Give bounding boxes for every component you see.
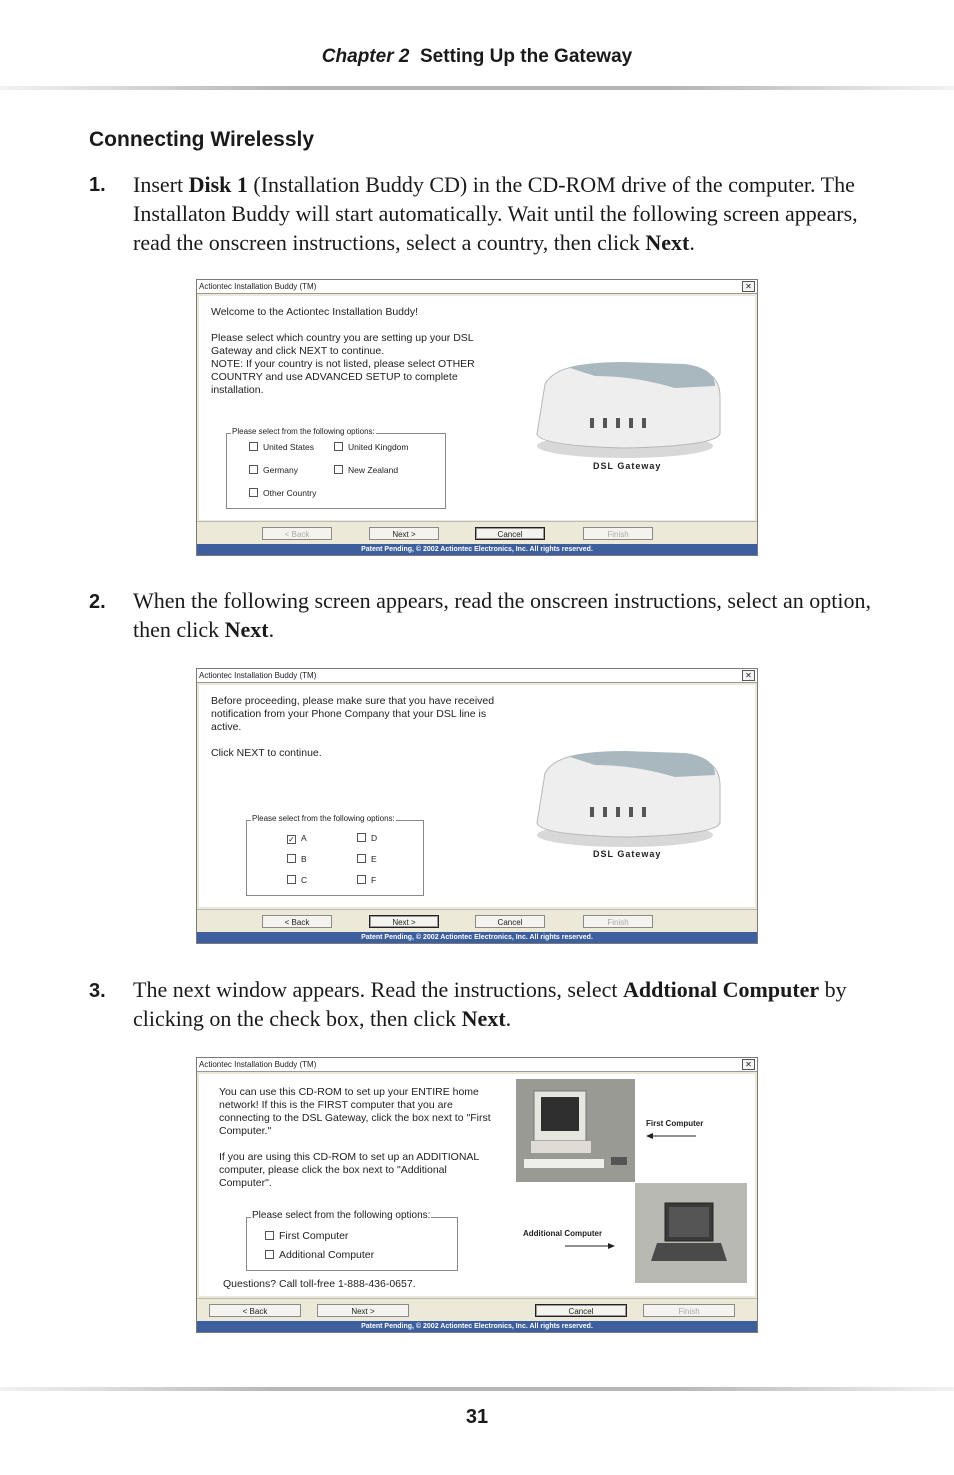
chapter-title: Setting Up the Gateway <box>420 46 633 67</box>
option-b[interactable]: B <box>287 854 307 864</box>
section-title: Connecting Wirelessly <box>89 128 315 151</box>
left-arrow-icon <box>646 1132 696 1140</box>
close-icon[interactable]: ✕ <box>742 1059 755 1070</box>
laptop-computer-image <box>635 1183 747 1283</box>
window-titlebar <box>197 669 757 683</box>
window-title: Actiontec Installation Buddy (TM) <box>199 671 317 680</box>
next-button[interactable]: Next > <box>317 1304 409 1317</box>
step-1-text: Insert Disk 1 (Installation Buddy CD) in the CD-ROM drive of the computer. The Installaton Buddy will start automatically. Wait until the following screen appears, read the onscreen instructions, select a country, then click Next. <box>133 172 858 255</box>
group-label: Please select from the following options: <box>252 1210 431 1221</box>
option-d[interactable]: D <box>357 833 377 843</box>
window-titlebar <box>197 1058 757 1072</box>
next-button[interactable]: Next > <box>369 527 439 540</box>
gateway-image-panel <box>515 296 755 520</box>
instructions-text: You can use this CD-ROM to set up your ENTIRE home network! If this is the FIRST computer that you are connecting to the DSL Gateway, click the box next to "First Computer." If you are using this CD-ROM to set up an ADDITIONAL computer, please click the box next to "Additional Computer". <box>219 1086 491 1189</box>
installation-window-dsl-check <box>196 668 758 944</box>
option-new-zealand[interactable]: New Zealand <box>334 465 398 475</box>
instructions-text: Before proceeding, please make sure that you have received notification from your Phone Company that your DSL line is active. Click NEXT to continue. <box>211 695 495 759</box>
button-bar <box>197 521 757 544</box>
checkbox[interactable] <box>249 488 258 497</box>
support-phone-text: Questions? Call toll-free 1-888-436-0657. <box>223 1278 416 1290</box>
cancel-button[interactable]: Cancel <box>475 915 545 928</box>
options-group <box>246 814 424 896</box>
finish-button[interactable]: Finish <box>643 1304 735 1317</box>
next-button[interactable]: Next > <box>369 915 439 928</box>
instructions-panel <box>199 685 515 907</box>
option-first-computer[interactable]: First Computer <box>265 1230 348 1242</box>
checkbox[interactable] <box>287 854 296 863</box>
additional-computer-caption: Additional Computer <box>523 1229 603 1238</box>
right-arrow-icon <box>565 1242 615 1250</box>
window-titlebar <box>197 280 757 294</box>
button-bar <box>197 909 757 932</box>
group-label: Please select from the following options: <box>252 814 395 823</box>
checkbox[interactable] <box>357 833 366 842</box>
dsl-gateway-image <box>515 296 755 520</box>
close-icon[interactable]: ✕ <box>742 670 755 681</box>
step-1-number: 1. <box>89 174 106 196</box>
installation-window-computer-type <box>196 1057 758 1333</box>
checkbox[interactable] <box>265 1231 274 1240</box>
computer-options-group <box>246 1210 458 1271</box>
instructions-panel <box>199 296 515 520</box>
copyright-status: Patent Pending, © 2002 Actiontec Electronics, Inc. All rights reserved. <box>197 932 757 943</box>
copyright-status: Patent Pending, © 2002 Actiontec Electronics, Inc. All rights reserved. <box>197 544 757 555</box>
option-f[interactable]: F <box>357 875 376 885</box>
step-3-text: The next window appears. Read the instructions, select Addtional Computer by clicking on the check box, then click Next. <box>133 977 847 1031</box>
desktop-computer-image <box>516 1079 635 1182</box>
finish-button[interactable]: Finish <box>583 527 653 540</box>
computer-images-panel <box>515 1074 755 1296</box>
finish-button[interactable]: Finish <box>583 915 653 928</box>
button-bar <box>197 1298 757 1321</box>
option-additional-computer[interactable]: Additional Computer <box>265 1249 374 1261</box>
header-rule <box>0 86 954 90</box>
window-title: Actiontec Installation Buddy (TM) <box>199 1060 317 1069</box>
running-header <box>0 46 954 68</box>
option-germany[interactable]: Germany <box>249 465 298 475</box>
step-2-text: When the following screen appears, read the onscreen instructions, select an option, then click Next. <box>133 588 871 642</box>
back-button[interactable]: < Back <box>262 915 332 928</box>
dsl-gateway-image <box>515 685 755 907</box>
first-computer-caption: First Computer <box>646 1119 704 1128</box>
option-other-country[interactable]: Other Country <box>249 488 316 498</box>
checkbox[interactable] <box>287 875 296 884</box>
instructions-panel <box>199 1074 515 1296</box>
window-title: Actiontec Installation Buddy (TM) <box>199 282 317 291</box>
country-options-group <box>226 427 446 509</box>
back-button[interactable]: < Back <box>209 1304 301 1317</box>
cancel-button[interactable]: Cancel <box>475 527 545 540</box>
option-united-kingdom[interactable]: United Kingdom <box>334 442 408 452</box>
chapter-label: Chapter 2 <box>321 46 410 67</box>
page-number: 31 <box>465 1406 489 1428</box>
cancel-button[interactable]: Cancel <box>535 1304 627 1317</box>
checkbox[interactable] <box>265 1250 274 1259</box>
option-e[interactable]: E <box>357 854 377 864</box>
gateway-caption: DSL Gateway <box>593 849 662 859</box>
checkbox[interactable] <box>249 442 258 451</box>
checkbox[interactable] <box>334 465 343 474</box>
checkbox[interactable] <box>334 442 343 451</box>
checkbox[interactable] <box>357 875 366 884</box>
back-button[interactable]: < Back <box>262 527 332 540</box>
instructions-text: Welcome to the Actiontec Installation Buddy! Please select which country you are setting up your DSL Gateway and click NEXT to continue. NOTE: If your country is not listed, please select OTHER COUNTRY and use ADVANCED SETUP to complete installation. <box>211 306 475 396</box>
option-c[interactable]: C <box>287 875 307 885</box>
copyright-status: Patent Pending, © 2002 Actiontec Electronics, Inc. All rights reserved. <box>197 1321 757 1332</box>
checkbox-checked[interactable]: ✓ <box>288 835 295 844</box>
gateway-image-panel <box>515 685 755 907</box>
option-united-states[interactable]: United States <box>249 442 314 452</box>
installation-window-country <box>196 279 758 556</box>
step-2-number: 2. <box>89 591 106 613</box>
gateway-caption: DSL Gateway <box>593 461 662 471</box>
checkbox[interactable] <box>249 465 258 474</box>
option-a[interactable]: ✓ A <box>288 833 307 844</box>
close-icon[interactable]: ✕ <box>742 281 755 292</box>
checkbox[interactable] <box>357 854 366 863</box>
step-3-number: 3. <box>89 980 106 1002</box>
group-label: Please select from the following options: <box>232 427 375 436</box>
footer-rule <box>0 1387 954 1391</box>
